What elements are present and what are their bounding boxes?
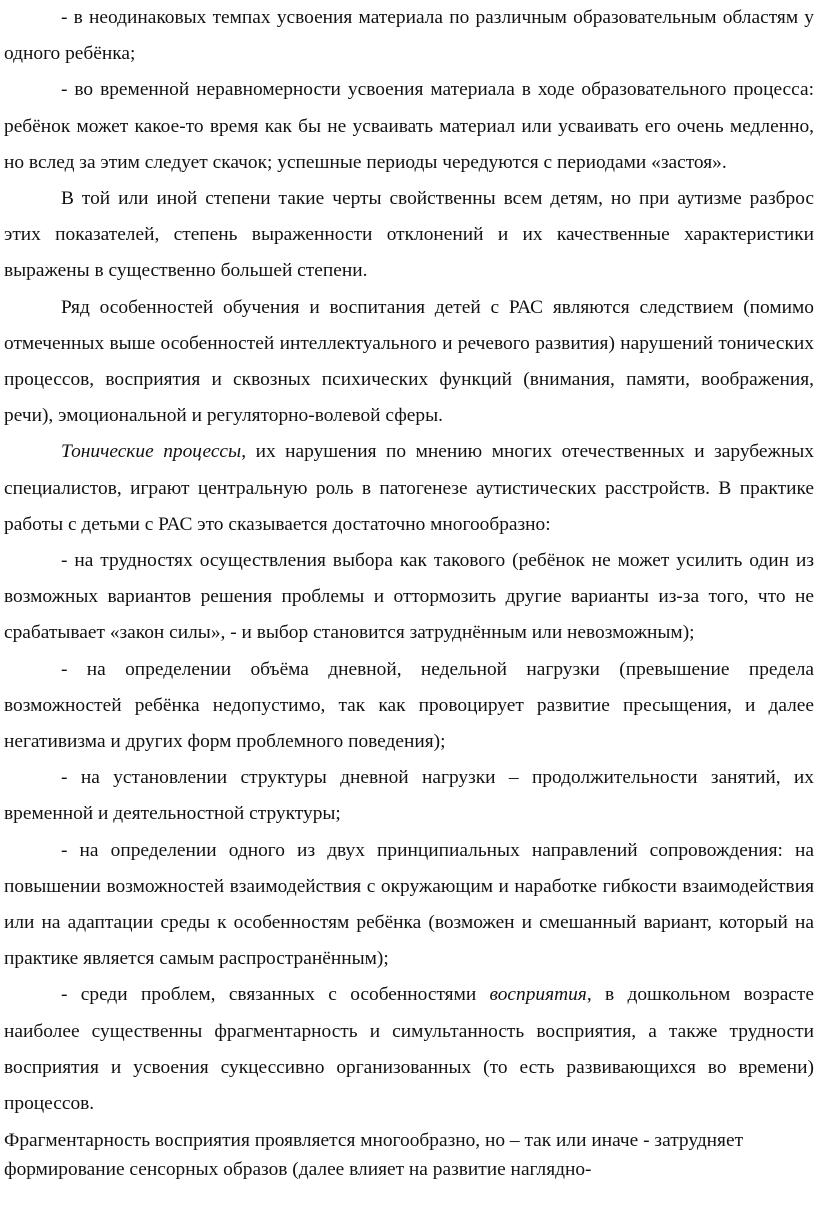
italic-perception: восприятия — [489, 984, 587, 1006]
list-item-choice: - на трудностях осуществления выбора как такового (ребёнок не может усилить один из возможных вариантов решения проблемы и оттормозить другие варианты из-за того, что не срабатывает «закон силы», - и выбор становится затруднённым или невозможным); — [4, 550, 814, 644]
list-item-load-structure: - на установлении структуры дневной нагрузки – продолжительности занятий, их временной и деятельностной структуры; — [4, 767, 814, 825]
tonic-text: , их нарушения по мнению многих отечественных и зарубежных специалистов, играют центральную роль в патогенезе аутистических расстройств. В практике работы с детьми с РАС это сказывается достаточно многообразно: — [4, 441, 815, 535]
paragraph-features: Ряд особенностей обучения и воспитания детей с РАС являются следствием (помимо отмеченных выше особенностей интеллектуального и речевого развития) нарушений тонических процессов, восприятия и сквозных психических функций (внимания, памяти, воображения, речи), эмоциональной и регуляторно-волевой сферы. — [4, 296, 814, 427]
perception-text-after: , в дошкольном возрасте наиболее существенны фрагментарность и симультанность восприятия, а также трудности восприятия и усвоения сукцессивно организованных (то есть развивающихся во времени) процессов. — [4, 984, 814, 1115]
paragraph-unevenness: - во временной неравномерности усвоения материала в ходе образовательного процесса: ребёнок может какое-то время как бы не усваивать материал или усваивать его очень медленно, но вслед за этим следует скачок; успешные периоды чередуются с периодами «застоя». — [4, 79, 814, 173]
document-body — [4, 0, 814, 1184]
italic-tonic-processes: Тонические процессы — [61, 441, 242, 463]
list-item-perception — [4, 977, 814, 1122]
paragraph-tempo: - в неодинаковых темпах усвоения материала по различным образовательным областям у одного ребёнка; — [4, 7, 814, 65]
paragraph-autism-scatter: В той или иной степени такие черты свойственны всем детям, но при аутизме разброс этих показателей, степень выраженности отклонений и их качественные характеристики выражены в существенно большей степени. — [4, 188, 814, 282]
list-item-load-volume: - на определении объёма дневной, недельной нагрузки (превышение предела возможностей ребёнка недопустимо, так как провоцирует развитие пресыщения, и далее негативизма и других форм проблемного поведения); — [4, 658, 814, 753]
list-item-support-direction: - на определении одного из двух принципиальных направлений сопровождения: на повышении возможностей взаимодействия с окружающим и наработке гибкости взаимодействия или на адаптации среды к особенностям ребёнка (возможен и смешанный вариант, который на практике является самым распространённым); — [4, 839, 814, 970]
paragraph-tonic — [4, 434, 814, 543]
paragraph-fragmentation: Фрагментарность восприятия проявляется многообразно, но – так или иначе - затрудняет формирование сенсорных образов (далее влияет на развитие наглядно- — [4, 1130, 744, 1181]
perception-text-before: - среди проблем, связанных с особенностями — [61, 984, 490, 1006]
